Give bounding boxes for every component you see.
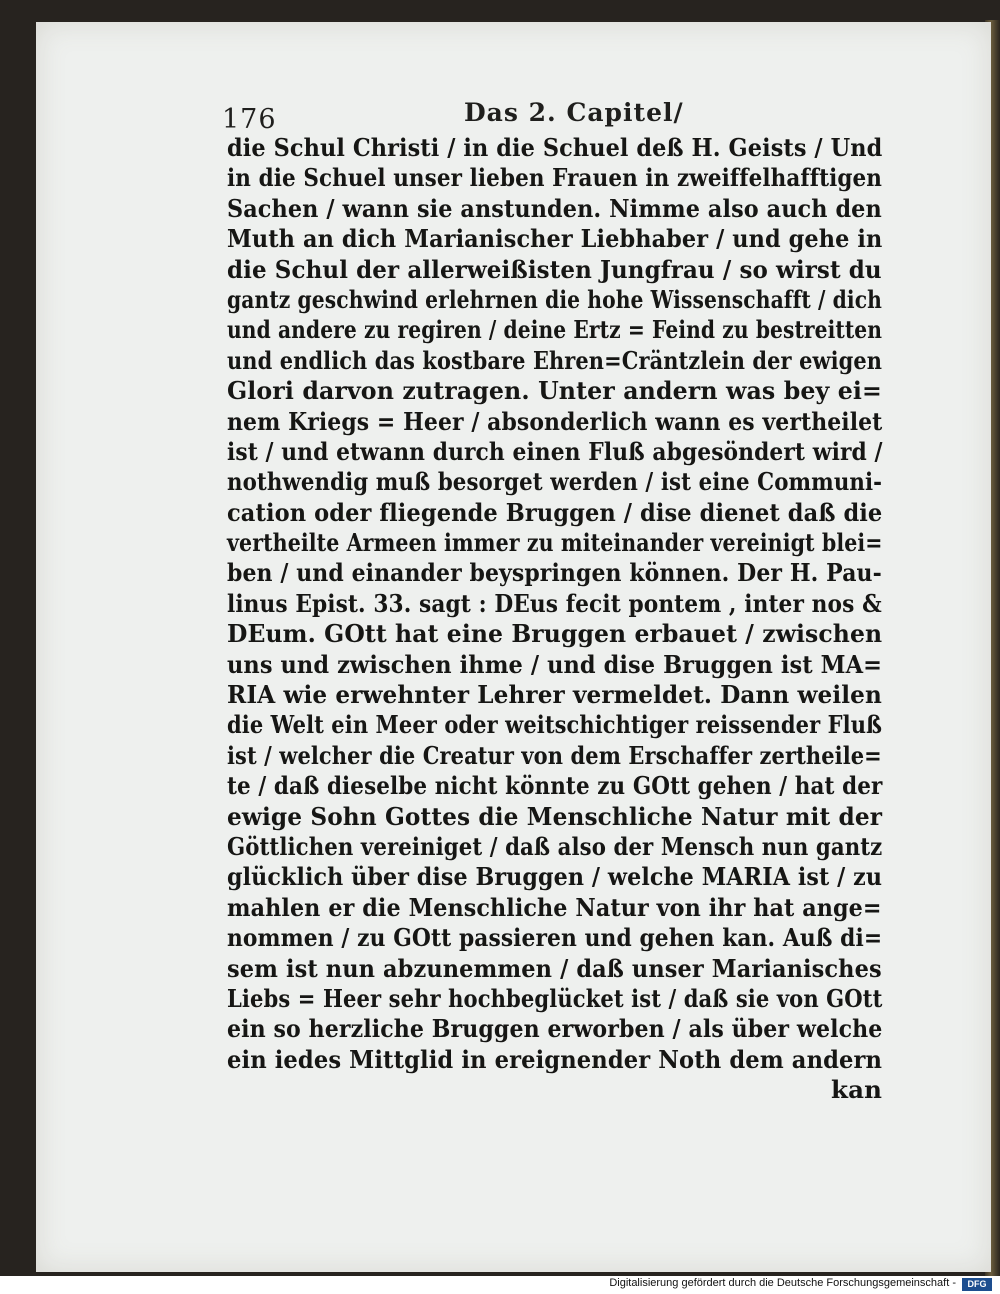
running-title: Das 2. Capitel/ xyxy=(464,98,684,127)
page-number: 176 xyxy=(222,104,277,135)
text-line: ben / und einander beyspringen können. Der H. Pau- xyxy=(227,558,882,588)
text-line: mahlen er die Menschliche Natur von ihr hat ange= xyxy=(227,892,882,922)
footer-bar xyxy=(0,1276,1000,1294)
text-line: ewige Sohn Gottes die Menschliche Natur mit der xyxy=(227,801,883,831)
text-line: RIA wie erwehnter Lehrer vermeldet. Dann weilen xyxy=(227,680,882,710)
text-line: gantz geschwind erlehrnen die hohe Wissenschafft / dich xyxy=(227,284,882,314)
text-line: cation oder fliegende Bruggen / dise dienet daß die xyxy=(227,497,883,527)
text-line: nothwendig muß besorget werden / ist eine Communi- xyxy=(227,467,883,497)
text-line: linus Epist. 33. sagt : DEus fecit pontem , inter nos & xyxy=(227,588,882,618)
text-line: Muth an dich Marianischer Liebhaber / und gehe in xyxy=(227,224,883,254)
catchword: kan xyxy=(831,1075,882,1105)
text-line: nommen / zu GOtt passieren und gehen kan. Auß di= xyxy=(227,923,883,953)
text-line: die Schul der allerweißisten Jungfrau / so wirst du xyxy=(227,254,882,284)
text-line: die Welt ein Meer oder weitschichtiger reissender Fluß xyxy=(227,710,883,740)
text-line: Sachen / wann sie anstunden. Nimme also auch den xyxy=(227,193,882,223)
funding-notice: Digitalisierung gefördert durch die Deutsche Forschungsgemeinschaft - xyxy=(609,1277,956,1289)
text-line: Glori darvon zutragen. Unter andern was bey ei= xyxy=(227,376,882,406)
text-line: in die Schuel unser lieben Frauen in zweiffelhafftigen xyxy=(227,163,882,193)
text-line: und endlich das kostbare Ehren=Cräntzlein der ewigen xyxy=(227,345,883,375)
dfg-logo: DFG xyxy=(962,1278,992,1291)
text-line: die Schul Christi / in die Schuel deß H. Geists / Und xyxy=(227,133,883,162)
text-line: ein iedes Mittglid in ereignender Noth dem andern xyxy=(227,1044,883,1074)
text-line: ist / und etwann durch einen Fluß abgesöndert wird / xyxy=(227,436,883,466)
text-line: glücklich über dise Bruggen / welche MARIA ist / zu xyxy=(227,862,883,892)
text-line: DEum. GOtt hat eine Bruggen erbauet / zwischen xyxy=(227,619,883,649)
text-line: Göttlichen vereiniget / daß also der Mensch nun gantz xyxy=(227,831,883,861)
body-text xyxy=(227,133,882,1106)
text-line: vertheilte Armeen immer zu miteinander vereinigt blei= xyxy=(227,528,883,558)
text-line: Liebs = Heer sehr hochbeglücket ist / daß sie von GOtt xyxy=(227,983,883,1013)
text-line: und andere zu regiren / deine Ertz = Feind zu bestreitten xyxy=(227,315,883,345)
text-line: ist / welcher die Creatur von dem Erschaffer zertheile= xyxy=(227,740,882,770)
text-line: sem ist nun abzunemmen / daß unser Marianisches xyxy=(227,953,882,983)
text-line: te / daß dieselbe nicht könnte zu GOtt gehen / hat der xyxy=(227,771,883,801)
running-head xyxy=(222,98,882,138)
text-line: nem Kriegs = Heer / absonderlich wann es vertheilet xyxy=(227,406,883,436)
text-line: ein so herzliche Bruggen erworben / als über welche xyxy=(227,1014,883,1044)
text-line: uns und zwischen ihme / und dise Bruggen ist MA= xyxy=(227,649,883,679)
